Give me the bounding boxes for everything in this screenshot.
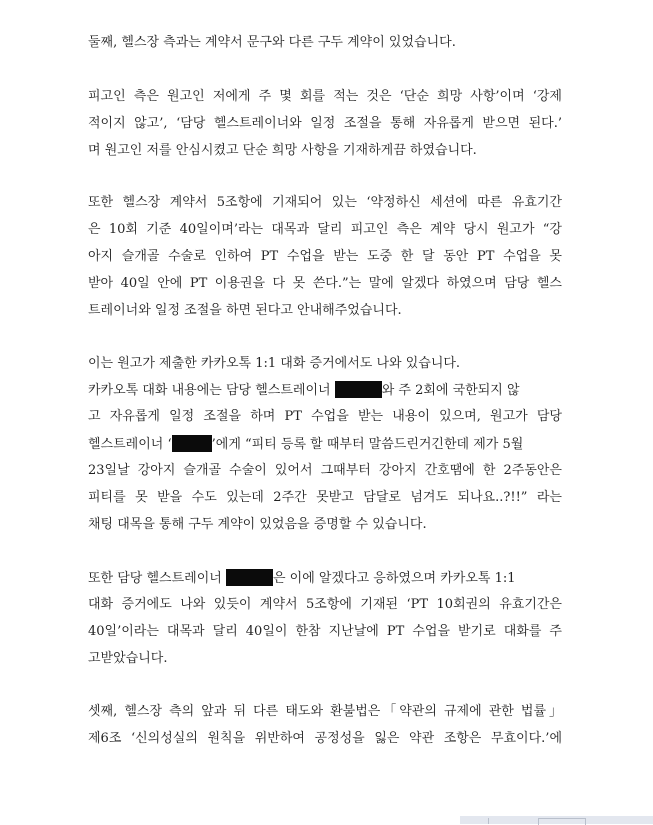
paragraph-line [88,381,562,400]
paragraph-line: 피티를 못 받을 수도 있는데 2주간 못받고 담달로 넘겨도 되나요..?!!” 라는 [88,490,562,505]
paragraph-line: 적이지 않고’, ‘담당 헬스트레이너와 일정 조절을 통해 자유롭게 받으면 된다.’ [88,116,562,131]
line-segment: 카카오톡 대화 내용에는 담당 헬스트레이너 [88,383,335,398]
paragraph-line: 또한 헬스장 계약서 5조항에 기재되어 있는 ‘약정하신 세션에 따른 유효기간 [88,195,562,210]
paragraph-line: 은 10회 기준 40일이며’라는 대목과 달리 피고인 측은 계약 당시 원고가 “강 [88,222,562,237]
paragraph-line: 대화 증거에도 나와 있듯이 계약서 5조항에 기재된 ‘PT 10회권의 유효기간은 [88,597,562,612]
toolbar-cell [488,818,539,824]
paragraph-line [88,569,562,588]
paragraph-line: 23일날 강아지 슬개골 수술이 있어서 그때부터 강아지 간호땜에 한 2주동안은 [88,463,562,478]
redaction-bar [335,381,382,398]
paragraph-line: 둘째, 헬스장 측과는 계약서 문구와 다른 구두 계약이 있었습니다. [88,35,456,50]
paragraph-line: 받아 40일 안에 PT 이용권을 다 못 쓴다.”는 말에 알겠다 하였으며 담당 헬스 [88,276,562,291]
paragraph-line: 트레이너와 일정 조절을 하면 된다고 안내해주었습니다. [88,303,402,318]
line-segment: 헬스트레이너 ‘ [88,437,172,452]
line-segment: 또한 담당 헬스트레이너 [88,571,226,586]
paragraph-line: 셋째, 헬스장 측의 앞과 뒤 다른 태도와 환불법은「약관의 규제에 관한 법률」 [88,704,562,719]
line-segment: 와 주 2회에 국한되지 않 [381,383,520,398]
paragraph-line: 제6조 ‘신의성실의 원칙을 위반하여 공정성을 잃은 약관 조항은 무효이다.’에 [88,731,562,746]
paragraph-line: 40일’이라는 대목과 달리 40일이 한참 지난날에 PT 수업을 받기로 대화를 주 [88,624,562,639]
paragraph-line: 피고인 측은 원고인 저에게 주 몇 회를 적는 것은 ‘단순 희망 사항’이며 ‘강제 [88,89,562,104]
paragraph-line: 채팅 대목을 통해 구두 계약이 있었음을 증명할 수 있습니다. [88,517,427,532]
paragraph-line: 고받았습니다. [88,651,168,666]
redaction-bar [172,435,212,452]
line-segment: ’에게 “피티 등록 할 때부터 말씀드린거긴한데 제가 5월 [211,437,524,452]
redaction-bar [226,569,273,586]
paragraph-line: 며 원고인 저를 안심시켰고 단순 희망 사항을 기재하게끔 하였습니다. [88,143,477,158]
paragraph-line: 고 자유롭게 일정 조절을 하며 PT 수업을 받는 내용이 있으며, 원고가 담당 [88,409,562,424]
line-segment: 은 이에 알겠다고 응하였으며 카카오톡 1:1 [272,571,516,586]
paragraph-line: 아지 슬개골 수술로 인하여 PT 수업을 받는 도중 한 달 동안 PT 수업을 못 [88,249,562,264]
paragraph-line [88,435,562,454]
paragraph-line: 이는 원고가 제출한 카카오톡 1:1 대화 증거에서도 나와 있습니다. [88,356,461,371]
